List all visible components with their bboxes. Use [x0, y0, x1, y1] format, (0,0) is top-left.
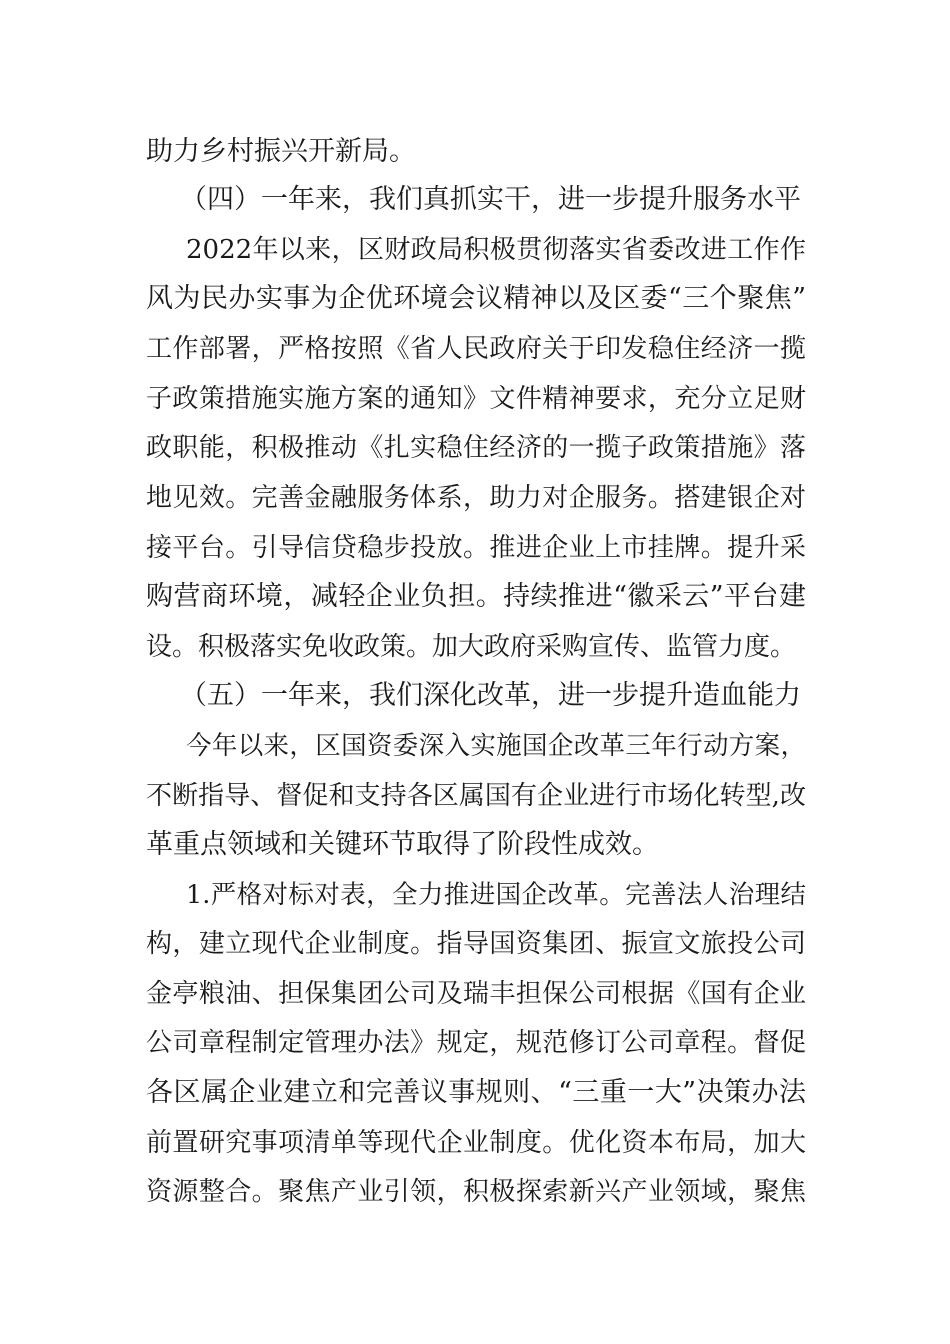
paragraph-line: 公司章程制定管理办法》规定，规范修订公司章程。督促: [146, 1028, 806, 1058]
paragraph-line: 2022年以来，区财政局积极贯彻落实省委改进工作作: [186, 235, 806, 265]
paragraph-line: 构，建立现代企业制度。指导国资集团、振宣文旅投公司: [146, 929, 806, 959]
paragraph-line: 资源整合。聚焦产业引领，积极探索新兴产业领域，聚焦: [146, 1177, 806, 1207]
paragraph-line: 1.严格对标对表，全力推进国企改革。完善法人治理结: [186, 880, 806, 910]
paragraph-line: 政职能，积极推动《扎实稳住经济的一揽子政策措施》落: [146, 433, 806, 463]
section-heading: （四）一年来，我们真抓实干，进一步提升服务水平: [180, 184, 801, 215]
paragraph-line: 各区属企业建立和完善议事规则、“三重一大”决策办法: [146, 1077, 806, 1108]
paragraph-line: 革重点领域和关键环节取得了阶段性成效。: [146, 829, 659, 860]
paragraph-line: 不断指导、督促和支持各区属国有企业进行市场化转型,改: [146, 781, 806, 811]
paragraph-line: 今年以来，区国资委深入实施国企改革三年行动方案，: [186, 731, 806, 761]
paragraph-line: 前置研究事项清单等现代企业制度。优化资本布局，加大: [146, 1128, 806, 1158]
paragraph-line: 地见效。完善金融服务体系，助力对企服务。搭建银企对: [146, 483, 806, 513]
paragraph-line: 设。积极落实免收政策。加大政府采购宣传、监管力度。: [146, 632, 797, 662]
section-heading: （五）一年来，我们深化改革，进一步提升造血能力: [180, 680, 801, 711]
paragraph-line: 金亭粮油、担保集团公司及瑞丰担保公司根据《国有企业: [146, 979, 806, 1009]
paragraph-line: 助力乡村振兴开新局。: [146, 136, 416, 167]
paragraph-line: 购营商环境，减轻企业负担。持续推进“徽采云”平台建: [146, 581, 806, 612]
paragraph-line: 工作部署，严格按照《省人民政府关于印发稳住经济一揽: [146, 334, 806, 364]
paragraph-line: 接平台。引导信贷稳步投放。推进企业上市挂牌。提升采: [146, 533, 806, 563]
paragraph-line: 子政策措施实施方案的通知》文件精神要求，充分立足财: [146, 384, 806, 414]
paragraph-line: 风为民办实事为企优环境会议精神以及区委“三个聚焦”: [146, 283, 806, 314]
